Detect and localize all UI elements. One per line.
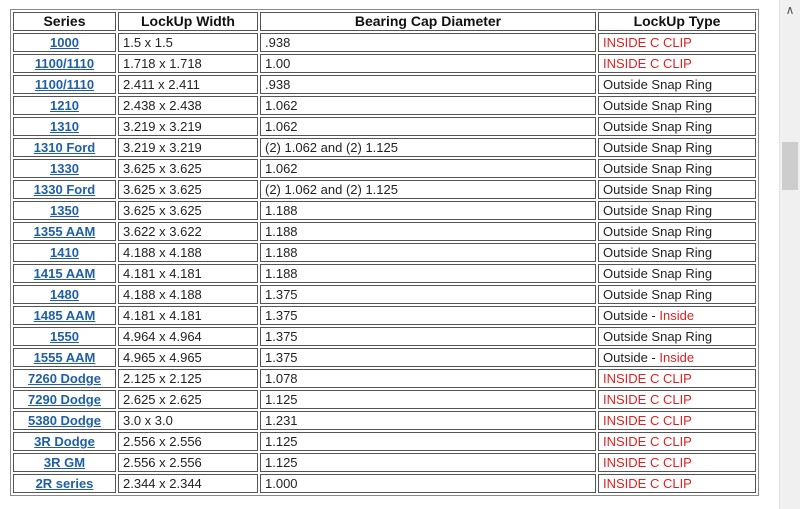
lockup-width-cell: 2.438 x 2.438 <box>118 96 258 115</box>
bearing-cap-cell: 1.000 <box>260 474 596 493</box>
series-cell <box>13 390 116 409</box>
series-cell <box>13 285 116 304</box>
series-link[interactable]: 1550 <box>50 329 79 344</box>
table-row <box>13 411 756 430</box>
table-row <box>13 348 756 367</box>
bearing-cap-cell: 1.188 <box>260 201 596 220</box>
table-row <box>13 306 756 325</box>
table-row <box>13 75 756 94</box>
lockup-width-cell: 4.181 x 4.181 <box>118 264 258 283</box>
lockup-type-cell <box>598 243 756 262</box>
lockup-type-cell: Outside - Inside <box>598 306 756 325</box>
series-link[interactable]: 7290 Dodge <box>28 392 101 407</box>
series-cell <box>13 306 116 325</box>
header-lockup-width: LockUp Width <box>118 12 258 31</box>
table-row <box>13 327 756 346</box>
table-row <box>13 432 756 451</box>
table-row <box>13 369 756 388</box>
lockup-width-cell: 3.625 x 3.625 <box>118 201 258 220</box>
series-link[interactable]: 1480 <box>50 287 79 302</box>
series-cell <box>13 264 116 283</box>
table-row <box>13 264 756 283</box>
scrollbar-thumb[interactable] <box>782 142 798 190</box>
bearing-cap-cell: 1.062 <box>260 96 596 115</box>
vertical-scrollbar[interactable] <box>779 0 800 509</box>
table-row <box>13 96 756 115</box>
bearing-cap-cell: 1.375 <box>260 348 596 367</box>
series-link[interactable]: 3R GM <box>43 455 86 470</box>
lockup-type-cell <box>598 432 756 451</box>
bearing-cap-cell: 1.125 <box>260 453 596 472</box>
lockup-type-text: Outside Snap Ring <box>603 119 713 134</box>
table-row <box>13 474 756 493</box>
series-cell <box>13 327 116 346</box>
lockup-type-cell: Outside - Inside <box>598 348 756 367</box>
lockup-width-cell: 4.188 x 4.188 <box>118 243 258 262</box>
lockup-width-cell: 3.622 x 3.622 <box>118 222 258 241</box>
series-link[interactable]: 1485 AAM <box>33 308 96 323</box>
lockup-table-container <box>10 9 759 496</box>
series-cell <box>13 453 116 472</box>
lockup-type-cell <box>598 201 756 220</box>
lockup-width-cell: 3.0 x 3.0 <box>118 411 258 430</box>
series-cell <box>13 432 116 451</box>
lockup-type-text: INSIDE C CLIP <box>603 476 692 491</box>
lockup-width-cell: 2.344 x 2.344 <box>118 474 258 493</box>
bearing-cap-cell: 1.125 <box>260 390 596 409</box>
bearing-cap-cell: 1.375 <box>260 327 596 346</box>
series-link[interactable]: 7260 Dodge <box>28 371 101 386</box>
lockup-width-cell: 4.964 x 4.964 <box>118 327 258 346</box>
lockup-width-cell: 2.411 x 2.411 <box>118 75 258 94</box>
series-cell <box>13 474 116 493</box>
bearing-cap-cell: 1.188 <box>260 243 596 262</box>
series-cell <box>13 411 116 430</box>
lockup-type-text: INSIDE C CLIP <box>603 371 692 386</box>
series-link[interactable]: 1100/1110 <box>34 77 95 92</box>
bearing-cap-cell: .938 <box>260 33 596 52</box>
table-row <box>13 285 756 304</box>
series-cell <box>13 33 116 52</box>
bearing-cap-cell: 1.078 <box>260 369 596 388</box>
table-row <box>13 138 756 157</box>
lockup-type-cell <box>598 369 756 388</box>
lockup-width-cell: 1.718 x 1.718 <box>118 54 258 73</box>
lockup-width-cell: 3.219 x 3.219 <box>118 117 258 136</box>
lockup-width-cell: 2.125 x 2.125 <box>118 369 258 388</box>
series-link[interactable]: 1100/1110 <box>34 56 95 71</box>
lockup-width-cell: 2.556 x 2.556 <box>118 453 258 472</box>
table-body <box>13 33 756 493</box>
lockup-width-cell: 2.556 x 2.556 <box>118 432 258 451</box>
lockup-type-cell <box>598 285 756 304</box>
table-row <box>13 117 756 136</box>
series-link[interactable]: 1330 Ford <box>33 182 96 197</box>
lockup-type-text: INSIDE C CLIP <box>603 434 692 449</box>
bearing-cap-cell: 1.00 <box>260 54 596 73</box>
bearing-cap-cell: 1.188 <box>260 264 596 283</box>
lockup-type-cell <box>598 75 756 94</box>
lockup-type-text: Outside Snap Ring <box>603 287 713 302</box>
header-lockup-type: LockUp Type <box>598 12 756 31</box>
series-cell <box>13 201 116 220</box>
series-link[interactable]: 1415 AAM <box>33 266 96 281</box>
lockup-type-suffix: Inside <box>659 350 695 365</box>
lockup-width-cell: 2.625 x 2.625 <box>118 390 258 409</box>
series-cell <box>13 117 116 136</box>
lockup-type-cell <box>598 327 756 346</box>
lockup-type-text: INSIDE C CLIP <box>603 413 692 428</box>
header-bearing-cap-diameter: Bearing Cap Diameter <box>260 12 596 31</box>
lockup-type-text: Outside Snap Ring <box>603 161 713 176</box>
series-link[interactable]: 1330 <box>50 161 79 176</box>
series-link[interactable]: 1350 <box>50 203 79 218</box>
lockup-type-cell <box>598 411 756 430</box>
bearing-cap-cell: 1.375 <box>260 285 596 304</box>
lockup-type-cell <box>598 159 756 178</box>
lockup-type-text: INSIDE C CLIP <box>603 455 692 470</box>
series-cell <box>13 180 116 199</box>
bearing-cap-cell: 1.062 <box>260 117 596 136</box>
lockup-width-cell: 4.188 x 4.188 <box>118 285 258 304</box>
lockup-type-text: INSIDE C CLIP <box>603 35 692 50</box>
lockup-type-cell <box>598 138 756 157</box>
lockup-type-cell <box>598 117 756 136</box>
bearing-cap-cell: 1.188 <box>260 222 596 241</box>
lockup-type-text: Outside <box>603 308 648 323</box>
lockup-type-cell <box>598 264 756 283</box>
series-link[interactable]: 5380 Dodge <box>28 413 101 428</box>
lockup-width-cell: 4.965 x 4.965 <box>118 348 258 367</box>
table-row <box>13 222 756 241</box>
table-row <box>13 54 756 73</box>
lockup-type-text: Outside <box>603 350 648 365</box>
series-link[interactable]: 1555 AAM <box>33 350 96 365</box>
table-row <box>13 180 756 199</box>
bearing-cap-cell: 1.125 <box>260 432 596 451</box>
lockup-type-cell <box>598 222 756 241</box>
series-link[interactable]: 1000 <box>50 35 79 50</box>
lockup-type-cell <box>598 453 756 472</box>
table-row <box>13 243 756 262</box>
series-link[interactable]: 1355 AAM <box>33 224 96 239</box>
bearing-cap-cell: 1.231 <box>260 411 596 430</box>
series-cell <box>13 54 116 73</box>
bearing-cap-cell: 1.375 <box>260 306 596 325</box>
lockup-type-text: Outside Snap Ring <box>603 266 713 281</box>
bearing-cap-cell: (2) 1.062 and (2) 1.125 <box>260 138 596 157</box>
chevron-up-icon[interactable]: ∧ <box>785 3 795 17</box>
lockup-type-cell <box>598 96 756 115</box>
series-cell <box>13 243 116 262</box>
series-cell <box>13 369 116 388</box>
table-row <box>13 390 756 409</box>
series-link[interactable]: 2R series <box>35 476 94 491</box>
lockup-type-text: INSIDE C CLIP <box>603 56 692 71</box>
lockup-type-cell <box>598 54 756 73</box>
series-cell <box>13 222 116 241</box>
table-header-row <box>13 12 756 31</box>
lockup-type-text: Outside Snap Ring <box>603 182 713 197</box>
table-row <box>13 453 756 472</box>
series-link[interactable]: 1310 <box>50 119 79 134</box>
lockup-type-cell <box>598 474 756 493</box>
lockup-type-cell <box>598 390 756 409</box>
lockup-table <box>10 9 759 496</box>
series-cell <box>13 138 116 157</box>
table-row <box>13 33 756 52</box>
lockup-type-text: Outside Snap Ring <box>603 224 713 239</box>
table-row <box>13 201 756 220</box>
lockup-width-cell: 3.219 x 3.219 <box>118 138 258 157</box>
series-cell <box>13 75 116 94</box>
lockup-type-cell <box>598 33 756 52</box>
lockup-width-cell: 4.181 x 4.181 <box>118 306 258 325</box>
lockup-type-cell <box>598 180 756 199</box>
lockup-type-text: INSIDE C CLIP <box>603 392 692 407</box>
bearing-cap-cell: .938 <box>260 75 596 94</box>
lockup-width-cell: 1.5 x 1.5 <box>118 33 258 52</box>
bearing-cap-cell: 1.062 <box>260 159 596 178</box>
series-link[interactable]: 1310 Ford <box>33 140 96 155</box>
table-row <box>13 159 756 178</box>
series-cell <box>13 96 116 115</box>
series-link[interactable]: 1210 <box>50 98 79 113</box>
lockup-type-text: Outside Snap Ring <box>603 245 713 260</box>
series-cell <box>13 159 116 178</box>
series-link[interactable]: 3R Dodge <box>34 434 95 449</box>
lockup-type-suffix: Inside <box>659 308 695 323</box>
lockup-width-cell: 3.625 x 3.625 <box>118 159 258 178</box>
lockup-type-text: Outside Snap Ring <box>603 140 713 155</box>
lockup-type-text: Outside Snap Ring <box>603 77 713 92</box>
header-series: Series <box>13 12 116 31</box>
lockup-type-text: Outside Snap Ring <box>603 329 713 344</box>
series-cell <box>13 348 116 367</box>
lockup-type-text: Outside Snap Ring <box>603 203 713 218</box>
lockup-width-cell: 3.625 x 3.625 <box>118 180 258 199</box>
bearing-cap-cell: (2) 1.062 and (2) 1.125 <box>260 180 596 199</box>
lockup-type-text: Outside Snap Ring <box>603 98 713 113</box>
series-link[interactable]: 1410 <box>50 245 79 260</box>
